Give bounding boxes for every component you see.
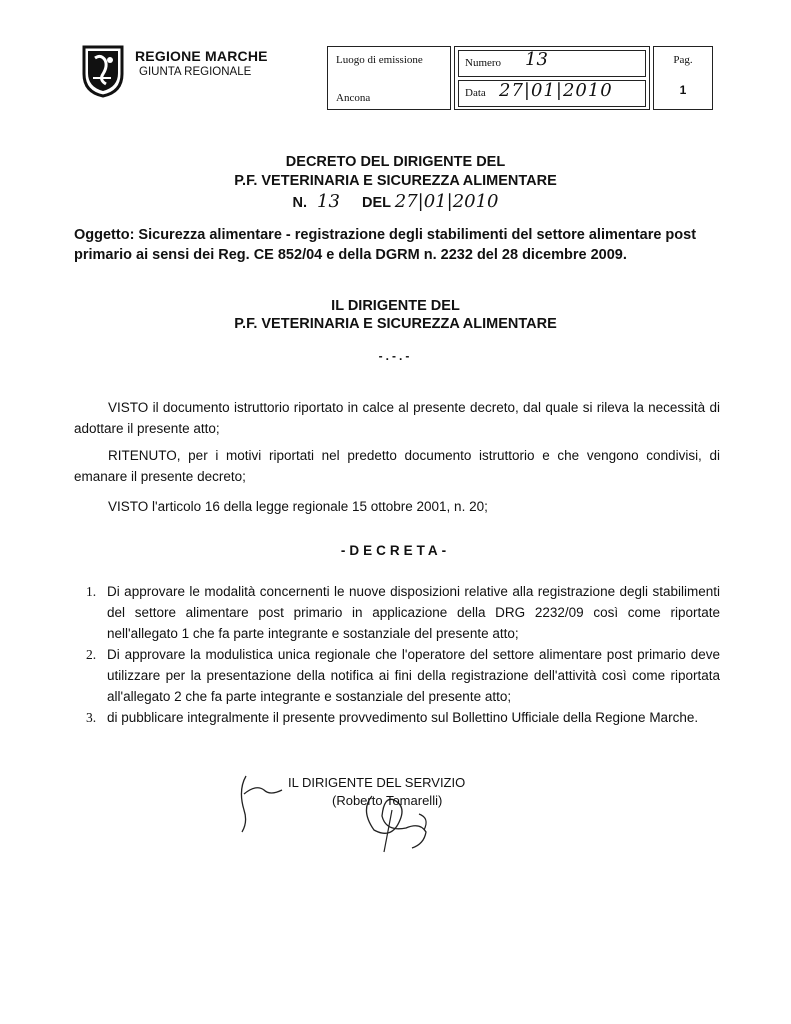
page-number: 1: [679, 83, 687, 97]
paragraph-visto-1: VISTO il documento istruttorio riportato in calce al presente decreto, dal quale si rileva la necessità di adottare il presente atto;: [74, 400, 720, 436]
data-label: Data: [465, 87, 486, 99]
org-subtitle: GIUNTA REGIONALE: [139, 66, 252, 78]
subject: Oggetto: Sicurezza alimentare - registrazione degli stabilimenti del settore alimentare post primario ai sensi dei Reg. CE 852/04 e della DGRM n. 2232 del 28 dicembre 2009.: [74, 227, 697, 263]
item-text: Di approvare la modulistica unica regionale che l'operatore del settore alimentare post primario deve utilizzare per la presentazione della notifica ai fini della registrazione dell'attività così come riportata all'allegato 2 che fa parte integrante e sostanziale del presente atto;: [107, 647, 720, 704]
item-text: Di approvare le modalità concernenti le nuove disposizioni relative alla registrazione degli stabilimenti del settore alimentare post primario in applicazione della DRG 2232/09 così come riportate nell'allegato 1 che fa parte integrante e sostanziale del presente atto;: [107, 584, 720, 641]
numero-value: 13: [525, 49, 548, 70]
signature-block: [234, 770, 554, 860]
item-number: 1.: [86, 584, 97, 599]
data-row: [458, 80, 646, 107]
page-box: [653, 46, 713, 110]
separator: -.-.-: [378, 349, 413, 363]
signatory-name: (Roberto Tomarelli): [332, 793, 443, 808]
org-name: REGIONE MARCHE: [135, 48, 268, 64]
list-item: [86, 644, 720, 707]
decree-number: 13: [317, 191, 340, 212]
list-item: [86, 707, 720, 728]
letterhead: [81, 44, 281, 104]
decree-date: 27|01|2010: [394, 191, 499, 212]
heading-line-2: P.F. VETERINARIA E SICUREZZA ALIMENTARE: [234, 316, 557, 332]
paragraph-visto-2: VISTO l'articolo 16 della legge regionale 15 ottobre 2001, n. 20;: [108, 499, 488, 514]
item-number: 2.: [86, 647, 97, 662]
heading-line-1: IL DIRIGENTE DEL: [331, 298, 460, 314]
title-line-1: DECRETO DEL DIRIGENTE DEL: [285, 154, 506, 170]
decree-date-label: DEL: [361, 195, 391, 211]
luogo-value: Ancona: [336, 92, 371, 104]
luogo-box: [327, 46, 451, 110]
decree-number-label: N.: [292, 195, 307, 211]
signatory-role: IL DIRIGENTE DEL SERVIZIO: [288, 775, 466, 790]
numero-label: Numero: [465, 57, 502, 69]
decree-items: [86, 581, 720, 728]
paragraph-ritenuto: RITENUTO, per i motivi riportati nel predetto documento istruttorio e che vengono condivisi, di emanare il presente decreto;: [74, 448, 720, 484]
item-text: di pubblicare integralmente il presente provvedimento sul Bollettino Ufficiale della Regione Marche.: [107, 710, 699, 725]
title-line-2: P.F. VETERINARIA E SICUREZZA ALIMENTARE: [234, 173, 557, 189]
regione-marche-logo-icon: [81, 44, 125, 98]
page-label: Pag.: [673, 54, 693, 66]
luogo-label: Luogo di emissione: [336, 54, 423, 66]
numero-data-box: [454, 46, 650, 110]
item-number: 3.: [86, 710, 97, 725]
title-line-3: [0, 191, 791, 212]
decreta-heading: -DECRETA-: [340, 543, 451, 558]
list-item: [86, 581, 720, 644]
data-value: 27|01|2010: [499, 80, 613, 101]
numero-row: [458, 50, 646, 77]
